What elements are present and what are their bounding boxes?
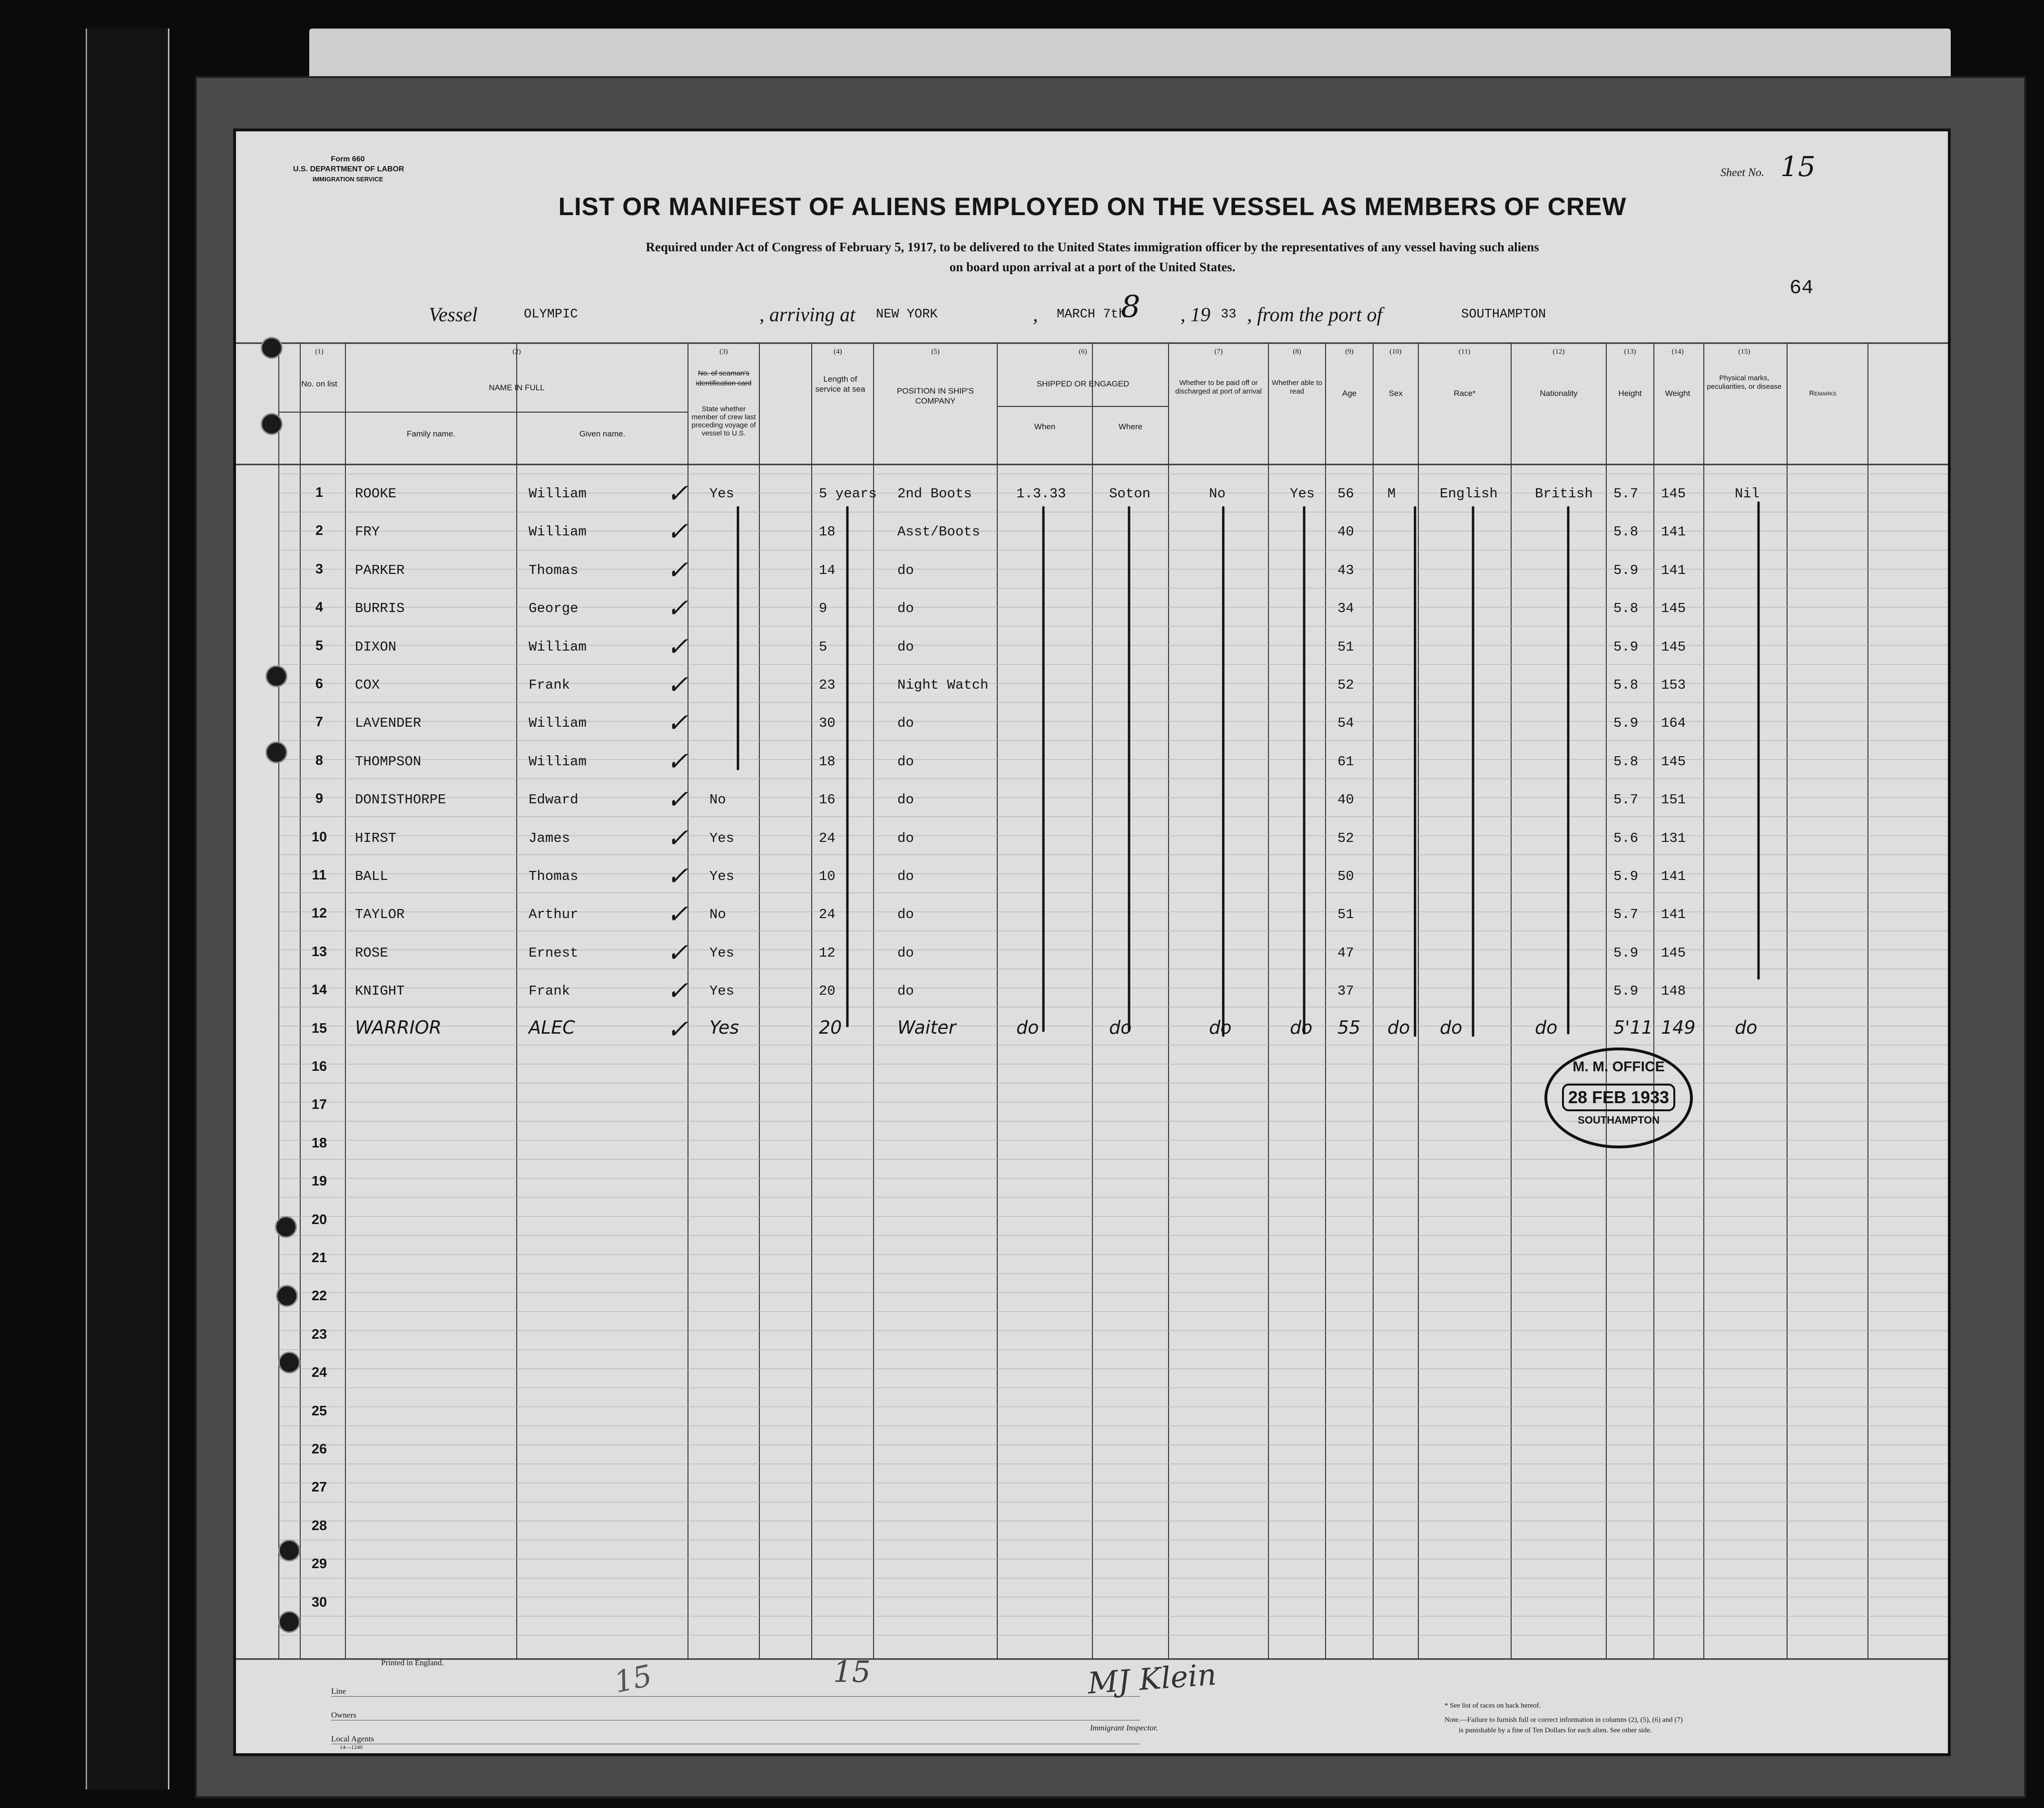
cell-age: 61: [1337, 753, 1354, 770]
arrival-date: MARCH 7th: [1057, 307, 1126, 322]
row-number: 22: [311, 1288, 327, 1304]
cell-length-of-service: 24: [819, 907, 835, 923]
cell-previous-voyage: No: [709, 907, 726, 923]
cell-height: 5.8: [1613, 601, 1639, 617]
arrival-year: 33: [1221, 307, 1237, 322]
cell-weight: 141: [1661, 562, 1686, 578]
cell-height: 5.8: [1613, 524, 1639, 540]
cell-age: 40: [1337, 524, 1354, 540]
cell-height: 5.6: [1613, 830, 1639, 846]
header-sex: Sex: [1388, 389, 1403, 398]
footer-owners-label: Owners: [331, 1710, 356, 1719]
header-height: Height: [1618, 389, 1642, 398]
row-number: 7: [315, 714, 324, 730]
cell-family-name: BALL: [355, 869, 388, 884]
manifest-title: LIST OR MANIFEST OF ALIENS EMPLOYED ON THE VESSEL AS MEMBERS OF CREW: [558, 193, 1627, 221]
cell-age: 51: [1337, 907, 1354, 923]
check-mark-icon: ✓: [667, 554, 688, 585]
cell-height: 5.8: [1613, 753, 1639, 770]
row-number: 16: [311, 1059, 327, 1074]
cell-previous-voyage: Yes: [709, 1017, 739, 1038]
check-mark-icon: ✓: [667, 784, 688, 815]
check-mark-icon: ✓: [667, 516, 688, 547]
cell-height: 5.9: [1613, 639, 1639, 655]
manifest-sheet: [233, 128, 1951, 1756]
form-number: Form 660: [331, 155, 365, 163]
cell-height: 5.9: [1613, 715, 1639, 731]
header-weight: Weight: [1665, 389, 1690, 398]
cell-height: 5.7: [1613, 486, 1639, 502]
cell-weight: 149: [1661, 1017, 1696, 1038]
column-number: (10): [1389, 348, 1402, 356]
cell-length-of-service: 12: [819, 945, 835, 961]
footer-code: 14—1240: [340, 1744, 363, 1750]
row-number: 6: [315, 676, 324, 692]
cell-family-name: TAYLOR: [355, 907, 405, 923]
cell-length-of-service: 20: [819, 983, 835, 999]
cell-height: 5.9: [1613, 869, 1639, 884]
cell-weight: 164: [1661, 715, 1686, 731]
cell-weight: 141: [1661, 869, 1686, 884]
subtitle-line-1: Required under Act of Congress of February 5, 1917, to be delivered to the United States immigration officer by the representatives of any vessel having such aliens: [646, 240, 1539, 254]
arrival-port: NEW YORK: [876, 307, 938, 322]
cell-height: 5.9: [1613, 945, 1639, 961]
header-no-on-list: No. on list: [301, 379, 337, 388]
corner-mark: 64: [1789, 277, 1814, 299]
cell-position: do: [897, 792, 914, 808]
row-number: 2: [315, 523, 324, 539]
vessel-name: OLYMPIC: [524, 307, 578, 322]
arriving-label: , arriving at: [759, 304, 855, 326]
row-number: 1: [315, 485, 324, 500]
row-number: 8: [315, 752, 324, 768]
column-number: (11): [1458, 348, 1471, 356]
cell-given-name: James: [529, 830, 570, 846]
inspector-signature: MJ Klein: [1086, 1657, 1218, 1701]
punch-hole: [265, 741, 287, 763]
cell-length-of-service: 23: [819, 677, 835, 693]
cell-weight: 148: [1661, 983, 1686, 999]
row-number: 12: [311, 906, 327, 921]
cell-able-to-read: Yes: [1290, 486, 1315, 502]
cell-age: 50: [1337, 869, 1354, 884]
header-nationality: Nationality: [1540, 389, 1578, 398]
cell-weight: 145: [1661, 486, 1686, 502]
cell-family-name: HIRST: [355, 830, 397, 846]
cell-able-to-read: do: [1290, 1017, 1313, 1038]
row-number: 24: [311, 1365, 327, 1381]
stamp-date: 28 FEB 1933: [1562, 1084, 1675, 1111]
check-mark-icon: ✓: [667, 670, 688, 700]
column-number: (2): [512, 348, 521, 356]
vessel-label: Vessel: [429, 304, 478, 326]
cell-weight: 145: [1661, 753, 1686, 770]
cell-family-name: BURRIS: [355, 601, 405, 617]
header-able-to-read: Whether able to read: [1272, 379, 1322, 395]
check-mark-icon: ✓: [667, 708, 688, 738]
column-number: (5): [931, 348, 940, 356]
punch-hole: [275, 1216, 297, 1238]
pencil-mark-15b: 15: [833, 1654, 871, 1689]
check-mark-icon: ✓: [667, 937, 688, 968]
cell-given-name: Frank: [529, 983, 570, 999]
cell-shipped-when: 1.3.33: [1016, 486, 1066, 502]
cell-previous-voyage: Yes: [709, 869, 735, 884]
cell-given-name: Edward: [529, 792, 579, 808]
cell-given-name: George: [529, 601, 579, 617]
binder-strip: [86, 29, 169, 1789]
cell-length-of-service: 18: [819, 524, 835, 540]
cell-given-name: Ernest: [529, 945, 579, 961]
header-name-in-full: NAME IN FULL: [489, 383, 545, 392]
cell-position: do: [897, 983, 914, 999]
header-id-card-struck: No. of seaman's identification card: [696, 369, 752, 387]
cell-weight: 141: [1661, 524, 1686, 540]
department-name: U.S. DEPARTMENT OF LABOR: [293, 165, 404, 173]
cell-shipped-when: do: [1016, 1017, 1039, 1038]
cell-height: 5.9: [1613, 983, 1639, 999]
stamp-office: M. M. OFFICE: [1572, 1059, 1665, 1075]
check-mark-icon: ✓: [667, 1014, 688, 1044]
cell-family-name: WARRIOR: [355, 1017, 442, 1038]
row-number: 9: [315, 791, 324, 807]
row-number: 23: [311, 1326, 327, 1342]
cell-length-of-service: 5: [819, 639, 827, 655]
cell-weight: 153: [1661, 677, 1686, 693]
cell-age: 37: [1337, 983, 1354, 999]
cell-weight: 145: [1661, 639, 1686, 655]
column-number: (15): [1738, 348, 1750, 356]
check-mark-icon: ✓: [667, 746, 688, 776]
cell-position: do: [897, 562, 914, 578]
ditto-strokes: [236, 131, 1948, 1753]
cell-previous-voyage: No: [709, 792, 726, 808]
row-number: 28: [311, 1518, 327, 1533]
cell-physical-marks: do: [1735, 1017, 1758, 1038]
cell-given-name: William: [529, 715, 587, 731]
cell-previous-voyage: Yes: [709, 945, 735, 961]
row-number: 25: [311, 1403, 327, 1419]
cell-family-name: KNIGHT: [355, 983, 405, 999]
cell-given-name: William: [529, 486, 587, 502]
cell-weight: 141: [1661, 907, 1686, 923]
cell-weight: 131: [1661, 830, 1686, 846]
cell-paid-off: No: [1209, 486, 1226, 502]
cell-age: 54: [1337, 715, 1354, 731]
check-mark-icon: ✓: [667, 593, 688, 623]
from-label: , from the port of: [1247, 304, 1383, 326]
row-number: 5: [315, 638, 324, 653]
cell-given-name: Thomas: [529, 869, 579, 884]
check-mark-icon: ✓: [667, 478, 688, 508]
cell-race: do: [1440, 1017, 1463, 1038]
cell-shipped-where: do: [1109, 1017, 1132, 1038]
cell-age: 34: [1337, 601, 1354, 617]
cell-race: English: [1440, 486, 1498, 502]
cell-age: 40: [1337, 792, 1354, 808]
check-mark-icon: ✓: [667, 976, 688, 1006]
cell-position: do: [897, 753, 914, 770]
header-race: Race*: [1454, 389, 1476, 398]
cell-shipped-where: Soton: [1109, 486, 1151, 502]
cell-position: Asst/Boots: [897, 524, 981, 540]
departure-port: SOUTHAMPTON: [1461, 307, 1546, 322]
header-shipped-engaged: SHIPPED OR ENGAGED: [1036, 379, 1130, 388]
sheet-number: 15: [1780, 150, 1816, 183]
column-number: (12): [1553, 348, 1565, 356]
cell-previous-voyage: Yes: [709, 830, 735, 846]
cell-family-name: ROOKE: [355, 486, 397, 502]
column-number: (9): [1345, 348, 1354, 356]
pencil-mark-15a: 15: [611, 1658, 655, 1700]
cell-length-of-service: 30: [819, 715, 835, 731]
cell-length-of-service: 5 years: [819, 486, 877, 502]
fine-note-line-1: Note.—Failure to furnish full or correct information in columns (2), (5), (6) and (7): [1445, 1716, 1683, 1724]
cell-family-name: COX: [355, 677, 380, 693]
cell-position: 2nd Boots: [897, 486, 972, 502]
cell-age: 56: [1337, 486, 1354, 502]
punch-hole: [278, 1611, 300, 1633]
cell-age: 52: [1337, 677, 1354, 693]
footer-agents-label: Local Agents: [331, 1734, 374, 1743]
row-number: 4: [315, 600, 324, 615]
row-number: 11: [312, 868, 327, 883]
check-mark-icon: ✓: [667, 899, 688, 929]
row-number: 13: [311, 944, 327, 959]
cell-age: 52: [1337, 830, 1354, 846]
row-number: 19: [311, 1174, 327, 1189]
cell-nationality: do: [1535, 1017, 1558, 1038]
cell-length-of-service: 16: [819, 792, 835, 808]
header-where: Where: [1118, 422, 1143, 431]
cell-given-name: Frank: [529, 677, 570, 693]
cell-given-name: William: [529, 753, 587, 770]
check-mark-icon: ✓: [667, 822, 688, 853]
cell-position: do: [897, 869, 914, 884]
cell-position: Waiter: [897, 1017, 956, 1038]
check-mark-icon: ✓: [667, 861, 688, 891]
row-number: 15: [311, 1020, 327, 1036]
footer-rule-1: [331, 1696, 1140, 1697]
cell-length-of-service: 14: [819, 562, 835, 578]
cell-given-name: ALEC: [529, 1017, 575, 1038]
punch-hole: [276, 1285, 298, 1307]
cell-age: 55: [1337, 1017, 1361, 1038]
cell-length-of-service: 20: [819, 1017, 842, 1038]
header-given-name: Given name.: [579, 429, 626, 438]
header-family-name: Family name.: [406, 429, 456, 438]
header-age: Age: [1342, 389, 1357, 398]
cell-position: do: [897, 715, 914, 731]
cell-position: Night Watch: [897, 677, 989, 693]
row-number: 10: [311, 829, 327, 845]
cell-given-name: Arthur: [529, 907, 579, 923]
cell-height: 5'11: [1613, 1017, 1653, 1038]
header-paid-off: Whether to be paid off or discharged at port of arrival: [1175, 379, 1262, 395]
year-prefix: , 19: [1180, 304, 1210, 326]
header-previous-voyage: State whether member of crew last preceding voyage of vessel to U.S.: [691, 405, 756, 437]
cell-weight: 145: [1661, 945, 1686, 961]
footer-line-label: Line: [331, 1687, 346, 1696]
cell-length-of-service: 10: [819, 869, 835, 884]
cell-previous-voyage: Yes: [709, 486, 735, 502]
row-number: 27: [311, 1480, 327, 1495]
punch-hole: [278, 1352, 300, 1373]
sheet-number-label: Sheet No.: [1720, 167, 1764, 179]
punch-hole: [278, 1540, 300, 1561]
subtitle-line-2: on board upon arrival at a port of the United States.: [949, 260, 1236, 274]
inspector-label: Immigrant Inspector.: [1090, 1723, 1158, 1732]
cell-sex: M: [1387, 486, 1396, 502]
cell-age: 51: [1337, 639, 1354, 655]
header-length-of-service: Length of service at sea: [815, 375, 865, 394]
column-number: (1): [315, 348, 324, 356]
office-stamp: [1544, 1047, 1693, 1148]
row-number: 26: [311, 1442, 327, 1457]
row-number: 21: [311, 1250, 327, 1265]
cell-given-name: William: [529, 639, 587, 655]
row-number: 29: [311, 1556, 327, 1572]
cell-given-name: Thomas: [529, 562, 579, 578]
cell-physical-marks: Nil: [1735, 486, 1760, 502]
row-number: 18: [311, 1135, 327, 1151]
cell-family-name: FRY: [355, 524, 380, 540]
date-correction: 8: [1121, 289, 1140, 325]
cell-height: 5.9: [1613, 562, 1639, 578]
cell-position: do: [897, 907, 914, 923]
row-number: 30: [311, 1594, 327, 1610]
column-number: (3): [719, 348, 728, 356]
column-number: (13): [1624, 348, 1636, 356]
column-number: (4): [834, 348, 842, 356]
cell-position: do: [897, 945, 914, 961]
cell-family-name: DONISTHORPE: [355, 792, 446, 808]
row-number: 3: [315, 561, 324, 577]
header-when: When: [1034, 422, 1056, 431]
races-note: * See list of races on back hereof.: [1445, 1702, 1541, 1709]
punch-hole: [261, 413, 283, 435]
cell-family-name: DIXON: [355, 639, 397, 655]
cell-nationality: British: [1535, 486, 1593, 502]
service-name: IMMIGRATION SERVICE: [312, 176, 383, 183]
punch-hole: [265, 665, 287, 687]
cell-length-of-service: 18: [819, 753, 835, 770]
cell-height: 5.7: [1613, 907, 1639, 923]
comma-sep: ,: [1033, 304, 1038, 326]
cell-position: do: [897, 639, 914, 655]
column-number: (14): [1671, 348, 1684, 356]
cell-weight: 151: [1661, 792, 1686, 808]
cell-height: 5.7: [1613, 792, 1639, 808]
punch-hole: [261, 337, 283, 359]
cell-age: 43: [1337, 562, 1354, 578]
cell-paid-off: do: [1209, 1017, 1232, 1038]
cell-family-name: LAVENDER: [355, 715, 422, 731]
cell-weight: 145: [1661, 601, 1686, 617]
column-number: (8): [1293, 348, 1301, 356]
cell-length-of-service: 24: [819, 830, 835, 846]
cell-position: do: [897, 601, 914, 617]
header-physical-marks: Physical marks, peculiarities, or disease: [1707, 374, 1782, 391]
column-number: (7): [1214, 348, 1223, 356]
row-number: 17: [311, 1097, 327, 1113]
fine-note-line-2: is punishable by a fine of Ten Dollars for each alien. See other side.: [1459, 1727, 1652, 1734]
row-number: 20: [311, 1212, 327, 1227]
printed-in: Printed in England.: [381, 1658, 444, 1667]
cell-family-name: THOMPSON: [355, 753, 422, 770]
cell-length-of-service: 9: [819, 601, 827, 617]
cell-family-name: ROSE: [355, 945, 388, 961]
cell-given-name: William: [529, 524, 587, 540]
cell-family-name: PARKER: [355, 562, 405, 578]
cell-position: do: [897, 830, 914, 846]
cell-previous-voyage: Yes: [709, 983, 735, 999]
header-remarks: Remarks: [1809, 389, 1837, 397]
row-number: 14: [311, 982, 327, 998]
cell-height: 5.8: [1613, 677, 1639, 693]
check-mark-icon: ✓: [667, 631, 688, 662]
header-position: POSITION IN SHIP'S COMPANY: [897, 386, 974, 405]
cell-age: 47: [1337, 945, 1354, 961]
stamp-location: SOUTHAMPTON: [1578, 1114, 1660, 1126]
cell-sex: do: [1387, 1017, 1410, 1038]
column-number: (6): [1079, 348, 1087, 356]
